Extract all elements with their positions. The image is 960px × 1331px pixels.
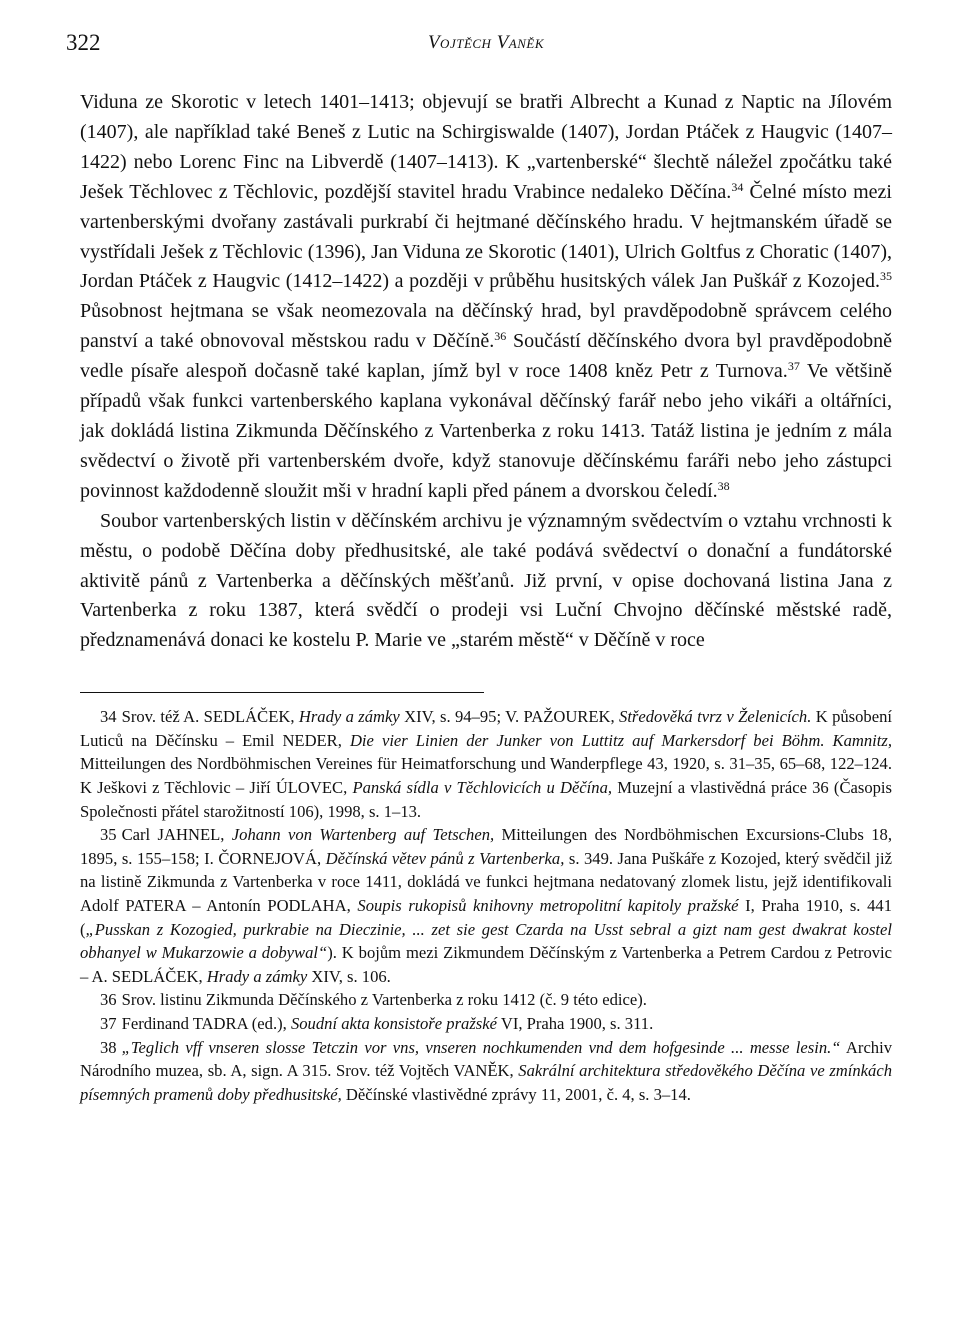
footnote-number: 37	[100, 1013, 117, 1033]
footnote-number: 38	[100, 1037, 117, 1057]
footnote-italic: Soupis rukopisů knihovny metropolitní kapitoly pražské	[357, 895, 739, 915]
footnote-36	[80, 988, 892, 1012]
footnote-text: Srov. též A. SEDLÁČEK,	[121, 707, 299, 727]
footnote-text: VI, Praha 1900, s. 311.	[496, 1013, 654, 1033]
footnote-text: Ferdinand TADRA (ed.),	[121, 1013, 291, 1033]
footnote-text: K působení Luticů na Děčínsku – Emil NEDER,	[80, 707, 892, 750]
footnote-italic: „Teglich vff vnseren slosse Tetczin vor vns, vnseren nochkumenden vnd dem hofgesinde ... messe lesin.“	[121, 1037, 841, 1057]
footnote-ref-35[interactable]: 35	[880, 269, 892, 284]
footnote-italic: Die vier Linien der Junker von Luttitz auf Markersdorf bei Böhm. Kamnitz,	[349, 730, 892, 750]
footnote-text: Děčínské vlastivědné zprávy 11, 2001, č. 4, s. 3–14.	[341, 1084, 691, 1104]
footnote-text: Muzejní a vlastivědná práce 36 (Časopis Společnosti přátel starožitností 106), 1998, s. 1–13.	[80, 778, 892, 821]
footnote-italic: Johann von Wartenberg auf Tetschen,	[231, 825, 495, 845]
footnote-text: ). K bojům mezi Zikmundem Děčínským z Vartenberka a Petrem Cardou z Petrovic – A. SEDLÁČEK,	[80, 943, 893, 986]
footnote-text: I, Praha 1910, s. 441 (	[80, 895, 892, 939]
paragraph-2: Soubor vartenberských listin v děčínském archivu je významným svědectvím o vztahu vrchnosti k městu, o podobě Děčína doby předhusitské, ale také podává svědectví o donační a fundátorské aktivitě pánů z Vartenberka a děčínských měšťanů. Již první, v opise dochovaná listina Jana z Vartenberka z roku 1387, která svědčí o prodeji vsi Luční Chvojno děčínské městské radě, předznamenává donaci ke kostelu P. Marie ve „starém městě“ v Děčíně v roce	[80, 509, 892, 652]
footnote-ref-34[interactable]: 34	[731, 179, 744, 194]
footnote-ref-36[interactable]: 36	[494, 329, 507, 344]
paragraph-text: Součástí děčínského dvora byl pravděpodobně vedle písaře alespoň dočasně také kaplan, jímž byl v roce 1408 kněz Petr z Turnova.	[80, 330, 892, 383]
footnote-italic: Soudní akta konsistoře pražské	[290, 1013, 497, 1033]
footnote-ref-38[interactable]: 38	[717, 478, 730, 493]
footnote-37	[80, 1012, 892, 1036]
paragraph-1	[80, 88, 892, 507]
paragraph-text: Působnost hejtmana se však neomezovala na děčínský hrad, byl pravděpodobně správcem celého panství a také obnovoval městskou radu v Děčíně.	[80, 300, 892, 353]
running-head: Vojtěch Vaněk	[427, 32, 545, 53]
footnote-text: Archiv Národního muzea, sb. A, sign. A 315. Srov. též Vojtěch VANĚK,	[80, 1037, 893, 1081]
footnotes	[80, 705, 892, 1106]
footnote-number: 35	[100, 825, 117, 845]
page	[66, 30, 893, 1106]
paragraph-text: Čelné místo mezi vartenberskými dvořany zastávali purkrabí či hejtmané děčínského hradu. V hejtmanském úřadě se vystřídali Ješek z Těchlovic (1396), Jan Viduna ze Skorotic (1401), Ulrich Goltfus z Choratic (1407), Jordan Ptáček z Haugvic (1412–1422) a později v průběhu husitských válek Jan Puškář z Kozojed.	[80, 180, 892, 293]
footnote-text: XIV, s. 94–95; V. PAŽOUREK,	[399, 707, 620, 727]
footnote-italic: Děčínská větev pánů z Vartenberka,	[325, 848, 565, 868]
footnote-italic: Sakrální architektura středověkého Děčína ve zmínkách písemných pramenů doby předhusitské,	[80, 1061, 892, 1104]
footnote-text: Mitteilungen des Nordböhmischen Excursions-Clubs 18, 1895, s. 155–158; I. ČORNEJOVÁ,	[80, 825, 892, 868]
footnote-italic: Hrady a zámky	[298, 707, 400, 727]
footnote-ref-37[interactable]: 37	[787, 359, 800, 374]
footnote-italic: Středověká tvrz v Želenicích.	[619, 707, 812, 727]
footnote-italic: Hrady a zámky	[206, 966, 308, 986]
footnote-text: s. 349. Jana Puškáře z Kozojed, který svědčil již na listině Zikmunda z Vartenberka v roce 1411, dokládá ve funkci hejtmana nedatovaný zlomek listu, jejž identifikovali Adolf PATERA – Antonín PODLAHA,	[80, 848, 892, 915]
page-header	[66, 30, 892, 66]
footnote-separator	[80, 692, 484, 693]
footnote-34	[80, 705, 892, 823]
footnote-text: Mitteilungen des Nordböhmischen Vereines für Heimatforschung und Wanderpflege 43, 1920, s. 31–35, 65–68, 122–124. K Ješkovi z Těchlovic – Jiří ÚLOVEC,	[80, 754, 892, 797]
page-number: 322	[66, 30, 101, 55]
paragraph-text: Ve většině případů však funkci vartenberského kaplana vykonával děčínský farář nebo jeho vikáři a oltářníci, jak dokládá listina Zikmunda Děčínského z Vartenberka z roku 1413. Tatáž listina je jedním z mála svědectví o životě při vartenberském dvoře, když stanovuje děčínskému faráři nebo jeho zástupci povinnost každodenně sloužit mši v hradní kapli před pánem a dvorskou čeledí.	[80, 360, 892, 502]
footnote-text: Carl JAHNEL,	[121, 825, 232, 845]
footnote-38	[80, 1036, 892, 1107]
footnote-text: XIV, s. 106.	[307, 966, 391, 986]
footnote-text: Srov. listinu Zikmunda Děčínského z Vartenberka z roku 1412 (č. 9 této edice).	[121, 990, 647, 1010]
paragraph-text: Viduna ze Skorotic v letech 1401–1413; objevují se bratři Albrecht a Kunad z Naptic na Jílovém (1407), ale například také Beneš z Lutic na Schirgiswalde (1407), Jordan Ptáček z Haugvic (1407–1422) nebo Lorenc Finc na Libverdě (1407–1413). K „vartenberské“ šlechtě náležel zpočátku také Ješek Těchlovec z Těchlovic, pozdější stavitel hradu Vrabince nedaleko Děčína.	[80, 91, 892, 203]
footnote-number: 34	[100, 707, 117, 727]
footnote-number: 36	[100, 990, 117, 1010]
body-text	[80, 88, 892, 656]
footnote-35	[80, 823, 892, 988]
footnote-italic: „Pusskan z Kozogied, purkrabie na Dieczinie, ... zet sie gest Czarda na Usst sebral a gizt nam gest dwakrat kostel obhanyel w Mukarzowie a dobywal“	[80, 919, 892, 963]
footnote-italic: Panská sídla v Těchlovicích u Děčína,	[352, 778, 613, 797]
